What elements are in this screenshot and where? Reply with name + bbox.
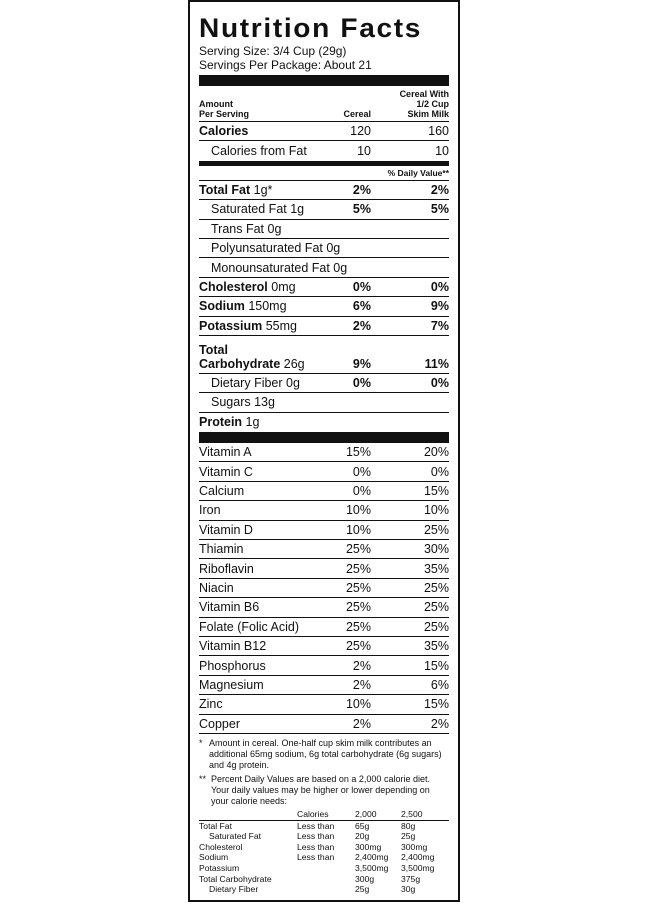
nutrient-label [199, 280, 325, 294]
nutrient-amount: 55mg [265, 318, 297, 333]
vitamin-row [199, 656, 449, 675]
label-title: Nutrition Facts [199, 13, 423, 43]
thick-divider [199, 75, 449, 86]
thick-divider-vitamins [199, 432, 449, 443]
vitamin-dv-cereal: 25% [345, 561, 371, 576]
vitamin-row [199, 579, 449, 598]
nutrient-row [199, 239, 449, 258]
nutrient-row [199, 258, 449, 277]
serving-size: Serving Size: 3/4 Cup (29g) [199, 44, 347, 58]
servings-per-package: Servings Per Package: About 21 [199, 58, 372, 72]
vitamin-row [199, 715, 449, 734]
dv-table-cell: Less than [297, 831, 335, 842]
nutrient-dv-cereal: 6% [352, 299, 371, 314]
vitamin-row [199, 443, 449, 462]
fiber-label: Dietary Fiber 0g [211, 376, 300, 391]
vitamin-row [199, 482, 449, 501]
calories-fat-milk: 10 [435, 144, 449, 159]
nutrient-row [199, 220, 449, 239]
dv-table-cell: Calories [297, 808, 329, 819]
protein-amount: 1g [245, 415, 260, 430]
footnote-1-text: Amount in cereal. One-half cup skim milk contributes an additional 65mg sodium, 6g total carbohydrate (6g sugars) and 4g protein. [209, 737, 442, 770]
vitamin-name: Vitamin B12 [199, 639, 267, 654]
amount-per-serving [199, 99, 325, 119]
fiber-cereal: 0% [352, 376, 371, 391]
vitamin-dv-milk: 10% [423, 503, 449, 518]
vitamin-name: Phosphorus [199, 658, 266, 673]
amount-label: Amount [199, 99, 233, 109]
nutrient-row [199, 181, 449, 200]
vitamin-dv-cereal: 10% [345, 522, 371, 537]
vitamin-dv-milk: 35% [423, 639, 449, 654]
nutrient-name: Sodium [199, 299, 245, 314]
nutrient-name: Potassium [199, 318, 263, 333]
dv-table-row [199, 820, 449, 832]
col1-header: Cereal [343, 109, 371, 119]
vitamin-dv-milk: 25% [423, 522, 449, 537]
dv-table-row [199, 884, 449, 895]
nutrient-dv-cereal: 2% [352, 182, 371, 197]
vitamin-row [199, 540, 449, 559]
dv-table-cell [199, 809, 297, 820]
vitamin-name: Vitamin B6 [199, 600, 260, 615]
vitamin-dv-milk: 0% [430, 464, 449, 479]
dv-table-cell: Potassium [199, 862, 240, 873]
nutrient-row [199, 200, 449, 219]
vitamin-name: Iron [199, 503, 221, 518]
vitamin-dv-milk: 25% [423, 600, 449, 615]
vitamin-dv-cereal: 2% [352, 658, 371, 673]
sugars-label: Sugars 13g [211, 395, 275, 410]
footnote-2 [199, 774, 449, 807]
dv-table-head [199, 809, 449, 820]
dv-table-cell: 2,400mg [355, 852, 389, 863]
vitamin-dv-milk: 30% [423, 542, 449, 557]
vitamin-dv-cereal: 25% [345, 581, 371, 595]
calories-cereal: 120 [350, 124, 371, 139]
vitamin-dv-cereal: 2% [352, 716, 371, 731]
carbohydrate-label-line2 [199, 357, 325, 371]
protein-row [199, 413, 449, 432]
dv-table-cell: 300mg [401, 841, 428, 852]
vitamin-row [199, 501, 449, 520]
dv-table-cell: 3,500mg [355, 862, 389, 873]
vitamin-name: Magnesium [199, 677, 264, 692]
dv-table-row [199, 842, 449, 853]
calories-fat-cereal: 10 [357, 144, 371, 159]
vitamin-dv-cereal: 10% [345, 697, 371, 712]
dv-table-cell: 20g [355, 831, 370, 842]
nutrient-label [199, 299, 325, 313]
calories-milk: 160 [428, 124, 449, 139]
dv-table-cell: 300mg [355, 841, 382, 852]
nutrient-label [199, 202, 325, 216]
dv-table-cell: Less than [297, 841, 335, 852]
fiber-milk: 0% [430, 376, 449, 391]
vitamin-dv-cereal: 25% [345, 600, 371, 615]
vitamin-dv-cereal: 10% [345, 503, 371, 518]
dv-table-cell: Cholesterol [199, 841, 243, 852]
vitamin-row [199, 695, 449, 714]
vitamin-dv-milk: 20% [423, 445, 449, 460]
carbohydrate-cereal: 9% [352, 356, 371, 371]
vitamin-dv-cereal: 2% [352, 677, 371, 692]
per-serving-label: Per Serving [199, 109, 250, 119]
vitamin-dv-milk: 15% [423, 484, 449, 499]
daily-value-table [199, 809, 449, 895]
dv-table-cell: Less than [297, 852, 335, 863]
dv-table-row [199, 852, 449, 863]
dv-table-row [199, 831, 449, 842]
dv-table-cell: Dietary Fiber [209, 884, 259, 895]
vitamin-name: Vitamin A [199, 445, 252, 460]
nutrient-dv-milk: 5% [430, 202, 449, 217]
col2-header-line2: 1/2 Cup [416, 99, 449, 109]
vitamin-name: Folate (Folic Acid) [199, 619, 300, 634]
vitamin-name: Copper [199, 716, 240, 731]
dv-table-cell: 25g [401, 831, 416, 842]
vitamin-name: Riboflavin [199, 561, 254, 576]
nutrient-name: Total Fat [199, 182, 251, 197]
nutrient-label [199, 261, 347, 275]
sugars-row [199, 393, 449, 412]
vitamin-row [199, 521, 449, 540]
vitamin-name: Vitamin C [199, 464, 253, 479]
footnote-1-mark: * [199, 737, 203, 748]
dv-table-cell: Total Carbohydrate [199, 873, 272, 884]
vitamin-dv-milk: 35% [423, 561, 449, 576]
dv-table-cell: Saturated Fat [209, 831, 262, 842]
dv-table-cell: Total Fat [199, 820, 232, 831]
dv-table-cell: 375g [401, 873, 421, 884]
nutrient-amount: Polyunsaturated Fat 0g [211, 241, 341, 256]
nutrient-dv-milk: 9% [430, 299, 449, 314]
carbohydrate-label [199, 344, 325, 371]
dv-table-cell: 80g [401, 820, 416, 831]
dv-table-cell: 30g [401, 884, 416, 895]
vitamin-dv-cereal: 15% [345, 445, 371, 460]
vitamin-dv-milk: 15% [423, 697, 449, 712]
dv-table-cell: 2,000 [355, 808, 377, 819]
nutrient-label [199, 319, 325, 333]
vitamin-name: Thiamin [199, 542, 244, 557]
nutrient-dv-milk: 7% [430, 318, 449, 333]
vitamin-name: Vitamin D [199, 522, 253, 537]
dv-table-cell: 300g [355, 873, 375, 884]
calories-row [199, 122, 449, 141]
dv-table-cell: 65g [355, 820, 370, 831]
nutrient-dv-milk: 2% [430, 182, 449, 197]
vitamin-row [199, 462, 449, 481]
dv-table-row [199, 874, 449, 885]
carbohydrate-word: Carbohydrate [199, 356, 281, 371]
nutrient-row [199, 297, 449, 316]
nutrient-label [199, 241, 340, 255]
calories-label: Calories [199, 124, 249, 139]
vitamin-dv-milk: 25% [423, 619, 449, 634]
col2-header-line3: Skim Milk [407, 109, 449, 119]
vitamin-row [199, 618, 449, 637]
dv-table-cell: 2,500 [401, 808, 423, 819]
nutrient-dv-cereal: 5% [352, 202, 371, 217]
calories-fat-label: Calories from Fat [211, 144, 307, 159]
dv-table-cell [297, 863, 355, 874]
dv-table-cell: 2,400mg [401, 852, 435, 863]
nutrient-amount: 150mg [248, 299, 287, 314]
nutrient-amount: 1g* [253, 182, 273, 197]
carbohydrate-amount: 26g [283, 356, 305, 371]
vitamin-row [199, 598, 449, 617]
dv-table-cell [297, 884, 355, 895]
nutrient-dv-cereal: 2% [352, 318, 371, 333]
vitamin-dv-cereal: 0% [352, 464, 371, 479]
carbohydrate-milk: 11% [424, 356, 449, 371]
nutrient-amount: Monounsaturated Fat 0g [211, 260, 348, 275]
carbohydrate-label-line1: Total [199, 342, 228, 357]
nutrient-label [199, 183, 325, 197]
dv-table-cell: Sodium [199, 852, 229, 863]
vitamin-list [199, 443, 449, 734]
nutrient-amount: 0mg [271, 279, 296, 294]
dv-table-cell: Less than [297, 820, 335, 831]
vitamin-name: Zinc [199, 697, 223, 712]
footnote-2-text: Percent Daily Values are based on a 2,000 calorie diet. Your daily values may be higher or lower depending on your calorie needs: [211, 773, 430, 806]
col2-header-line1: Cereal With [399, 89, 449, 99]
nutrition-facts-label [188, 0, 460, 902]
nutrient-label [199, 222, 325, 236]
nutrient-dv-milk: 0% [430, 279, 449, 294]
nutrient-name: Cholesterol [199, 279, 268, 294]
vitamin-dv-cereal: 25% [345, 542, 371, 557]
carbohydrate-row [199, 336, 449, 374]
vitamin-dv-milk: 25% [423, 581, 449, 595]
protein-label [199, 415, 449, 429]
col2-header [371, 89, 449, 119]
footnote-2-mark: ** [199, 773, 207, 784]
vitamin-row [199, 559, 449, 578]
nutrient-row [199, 278, 449, 297]
vitamin-dv-cereal: 25% [345, 619, 371, 634]
vitamin-row [199, 637, 449, 656]
dv-table-cell [297, 874, 355, 885]
fiber-row [199, 374, 449, 393]
vitamin-dv-cereal: 0% [352, 484, 371, 499]
vitamin-row [199, 676, 449, 695]
vitamin-dv-milk: 15% [423, 658, 449, 673]
nutrient-amount: Trans Fat 0g [211, 221, 282, 236]
footnote-1 [199, 738, 449, 771]
vitamin-dv-milk: 6% [430, 677, 449, 692]
vitamin-name: Niacin [199, 581, 234, 595]
calories-fat-row [199, 141, 449, 160]
nutrient-amount: Saturated Fat 1g [211, 202, 305, 217]
nutrient-row [199, 317, 449, 336]
vitamin-dv-milk: 2% [430, 716, 449, 731]
dv-table-cell: 3,500mg [401, 862, 435, 873]
dv-table-row [199, 863, 449, 874]
protein-word: Protein [199, 415, 243, 430]
column-header [199, 86, 449, 122]
dv-table-cell: 25g [355, 884, 370, 895]
footnotes [199, 738, 449, 807]
daily-value-header: % Daily Value** [199, 166, 449, 181]
vitamin-name: Calcium [199, 484, 245, 499]
nutrient-list [199, 181, 449, 336]
vitamin-dv-cereal: 25% [345, 639, 371, 654]
nutrient-dv-cereal: 0% [352, 279, 371, 294]
